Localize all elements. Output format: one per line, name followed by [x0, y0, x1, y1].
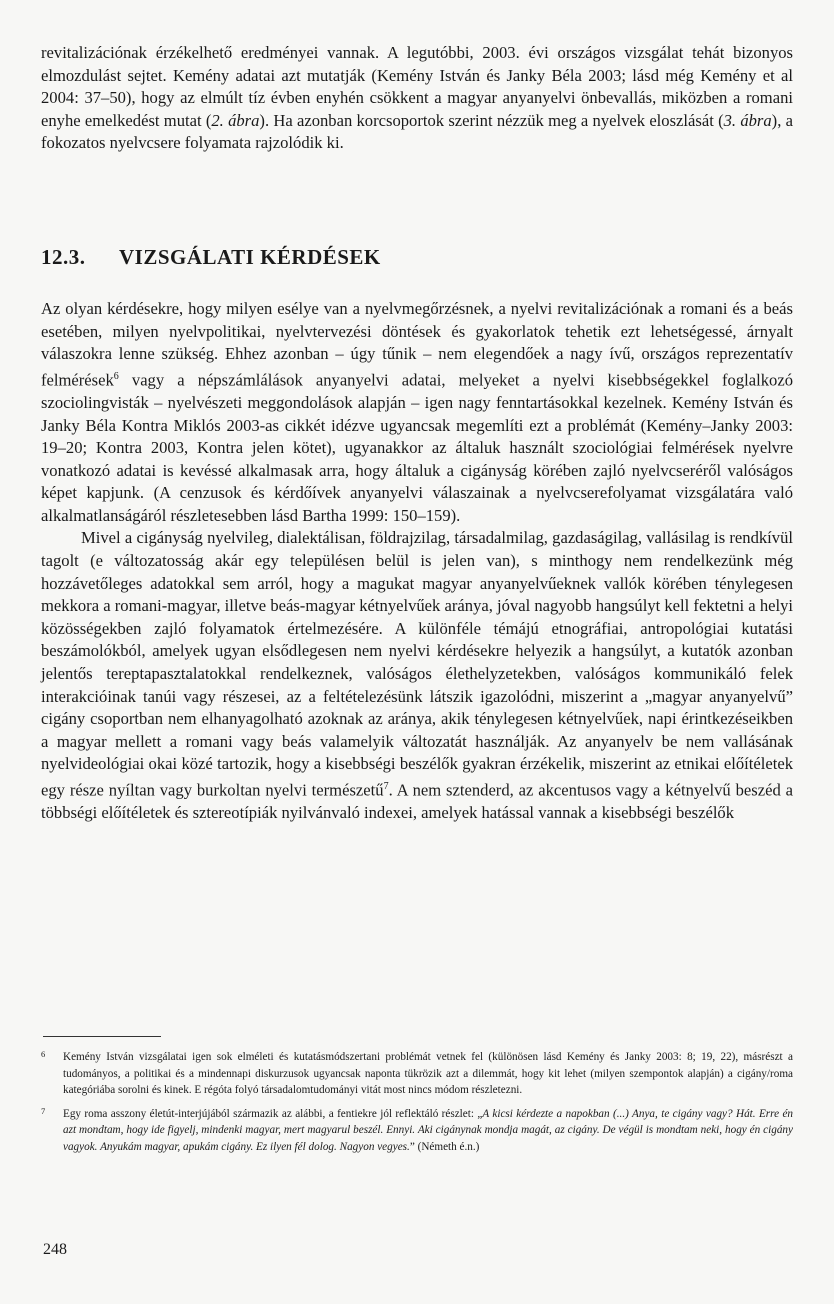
intro-text: ). Ha azonban korcsoportok szerint nézzük meg a nyelvek eloszlását ( [259, 110, 724, 130]
intro-text: ), a fokozatos nyelvcsere folyamata rajzolódik ki. [41, 110, 793, 153]
footnote-text: Kemény István vizsgálatai igen sok elméleti és kutatásmódszertani problémát vetnek fel (különösen lásd Kemény és Janky 2003: 8; 19, 22), másrészt a tudományos, a politikai és a mindennapi diskurzusok ugyancsak naponta tükrözik azt a dilemmát, hogy kit lehet (milyen szempontok alapján) a cigány/roma kategóriába sorolni és kinek. E régóta folyó társadalomtudományi vitát most nincs módom részletezni. [63, 1051, 793, 1097]
footnote-mark: 6 [41, 1049, 46, 1059]
intro-paragraph [41, 42, 793, 155]
footnote-mark: 7 [41, 1105, 46, 1116]
section-number: 12.3. [41, 245, 86, 269]
intro-text: revitalizációnak érzékelhető eredményei vannak. A legutóbbi, 2003. évi országos vizsgálat tehát bizonyos elmozdulást sejtet. Kemény adatai azt mutatják (Kemény István és Janky Béla 2003; lásd még Kemény et al 2004: 37–50), hogy az elmúlt tíz évben enyhén csökkent a magyar anyanyelvi önbevallás, miközben a romani enyhe emelkedést mutat ( [41, 43, 793, 130]
footnote-text: ” (Németh é.n.) [409, 1140, 480, 1153]
footnote-reference: 7 [383, 781, 389, 792]
paragraph-text: Mivel a cigányság nyelvileg, dialektálisan, földrajzilag, társadalmilag, gazdaságilag, vallásilag is rendkívül tagolt (e változatosság akár egy településen belül is jelen van), s minthogy nem rendelkezünk még hozzávetőleges adatokkal sem arról, hogy a magukat magyar anyanyelvűeknek vallók körében ténylegesen mekkora a romani-magyar, illetve beás-magyar kétnyelvűek aránya, jóval nagyobb hangsúlyt kell fektetni a helyi közösségekben zajló folyamatok értelmezésére. A különféle témájú etnográfiai, antropológiai kutatási beszámolókból, amelyek ugyan elsődlegesen nem nyelvi kérdésekre helyezik a hangsúlyt, a kutatók azonban jelentős tereptapasztalatokkal rendelkeznek, valóságos élethelyzetekben, valóságos kommunikáló felek interakcióinak tanúi vagy részesei, az a feltételezésünk látszik igazolódni, miszerint a „magyar anyanyelvű” cigány csoportban nem elhanyagolható azoknak az aránya, akik ténylegesen kétnyelvűek, napi érintkezéseikben a magyar mellett a romani vagy beás valamelyik változatát használják. Az anyanyelv be nem vallásának nyelvideológiai okai közé tartozik, hogy a kisebbségi beszélők gyakran érzékelik, miszerint az etnikai előítéletek egy része nyíltan vagy burkoltan nyelvi természetű [41, 528, 793, 800]
section-heading [41, 245, 793, 270]
paragraph-text: Az olyan kérdésekre, hogy milyen esélye van a nyelvmegőrzésnek, a nyelvi revitalizációnak a romani és a beás esetében, milyen nyelvpolitikai, nyelvtervezési döntések és gyakorlatok tehetik ezt lehetségessé, árnyalt válaszokra lenne szükség. Ehhez azonban – úgy tűnik – nem elegendőek a nagy ívű, országos reprezentatív felmérések [41, 299, 793, 390]
section-title: VIZSGÁLATI KÉRDÉSEK [119, 245, 381, 269]
paragraph-text: . A nem sztenderd, az akcentusos vagy a kétnyelvű beszéd a többségi előítéletek és sztereotípiák nyilvánvaló indexei, amelyek hatással vannak a kisebbségi beszélők [41, 780, 793, 823]
paragraph-text: vagy a népszámlálások anyanyelvi adatai, melyeket a nyelvi kisebbségekkel foglalkozó szociolingvisták – nyelvészeti meggondolások alapján – igen nagy fenntartásokkal kezelnek. Kemény István és Janky Béla Kontra Miklós 2003-as cikkét idézve ugyancsak megemlíti ezt a problémát (Kemény–Janky 2003: 19–20; Kontra 2003, Kontra jelen kötet), ugyanakkor az általuk használt szociológiai felmérések nyelvre vonatkozó adatai is kevéssé alkalmasak arra, hogy általuk a cigányság körében zajló nyelvcseréről valóságos képet kapjunk. (A cenzusok és kérdőívek anyanyelvi válaszainak a nyelvcserefolyamat vizsgálatára való alkalmatlanságáról részletesebben lásd Bartha 1999: 150–159). [41, 370, 793, 525]
page-number: 248 [43, 1241, 67, 1258]
footnotes [41, 1049, 793, 1163]
footnote [41, 1106, 793, 1156]
footnote-divider [43, 1036, 161, 1037]
footnote-reference: 6 [113, 370, 119, 382]
figure-reference: 3. ábra [723, 110, 772, 130]
figure-reference: 2. ábra [211, 110, 260, 130]
footnote [41, 1049, 793, 1099]
body-paragraph [41, 298, 793, 527]
footnote-text: Egy roma asszony életút-interjújából származik az alábbi, a fentiekre jól reflektáló részlet: „ [63, 1107, 483, 1120]
footnote-quote: A kicsi kérdezte a napokban (...) Anya, te cigány vagy? Hát. Erre én azt mondtam, hogy ide figyelj, mindenki magyar, mert magyarul beszél. Ennyi. Aki cigánynak mondja magát, az cigány. De végül is mondtam neki, hogy én cigány vagyok. Anyukám magyar, apukám cigány. Ez ilyen fél dolog. Nagyon vegyes. [63, 1107, 794, 1153]
body-paragraph [41, 527, 793, 824]
section-body [41, 298, 793, 825]
